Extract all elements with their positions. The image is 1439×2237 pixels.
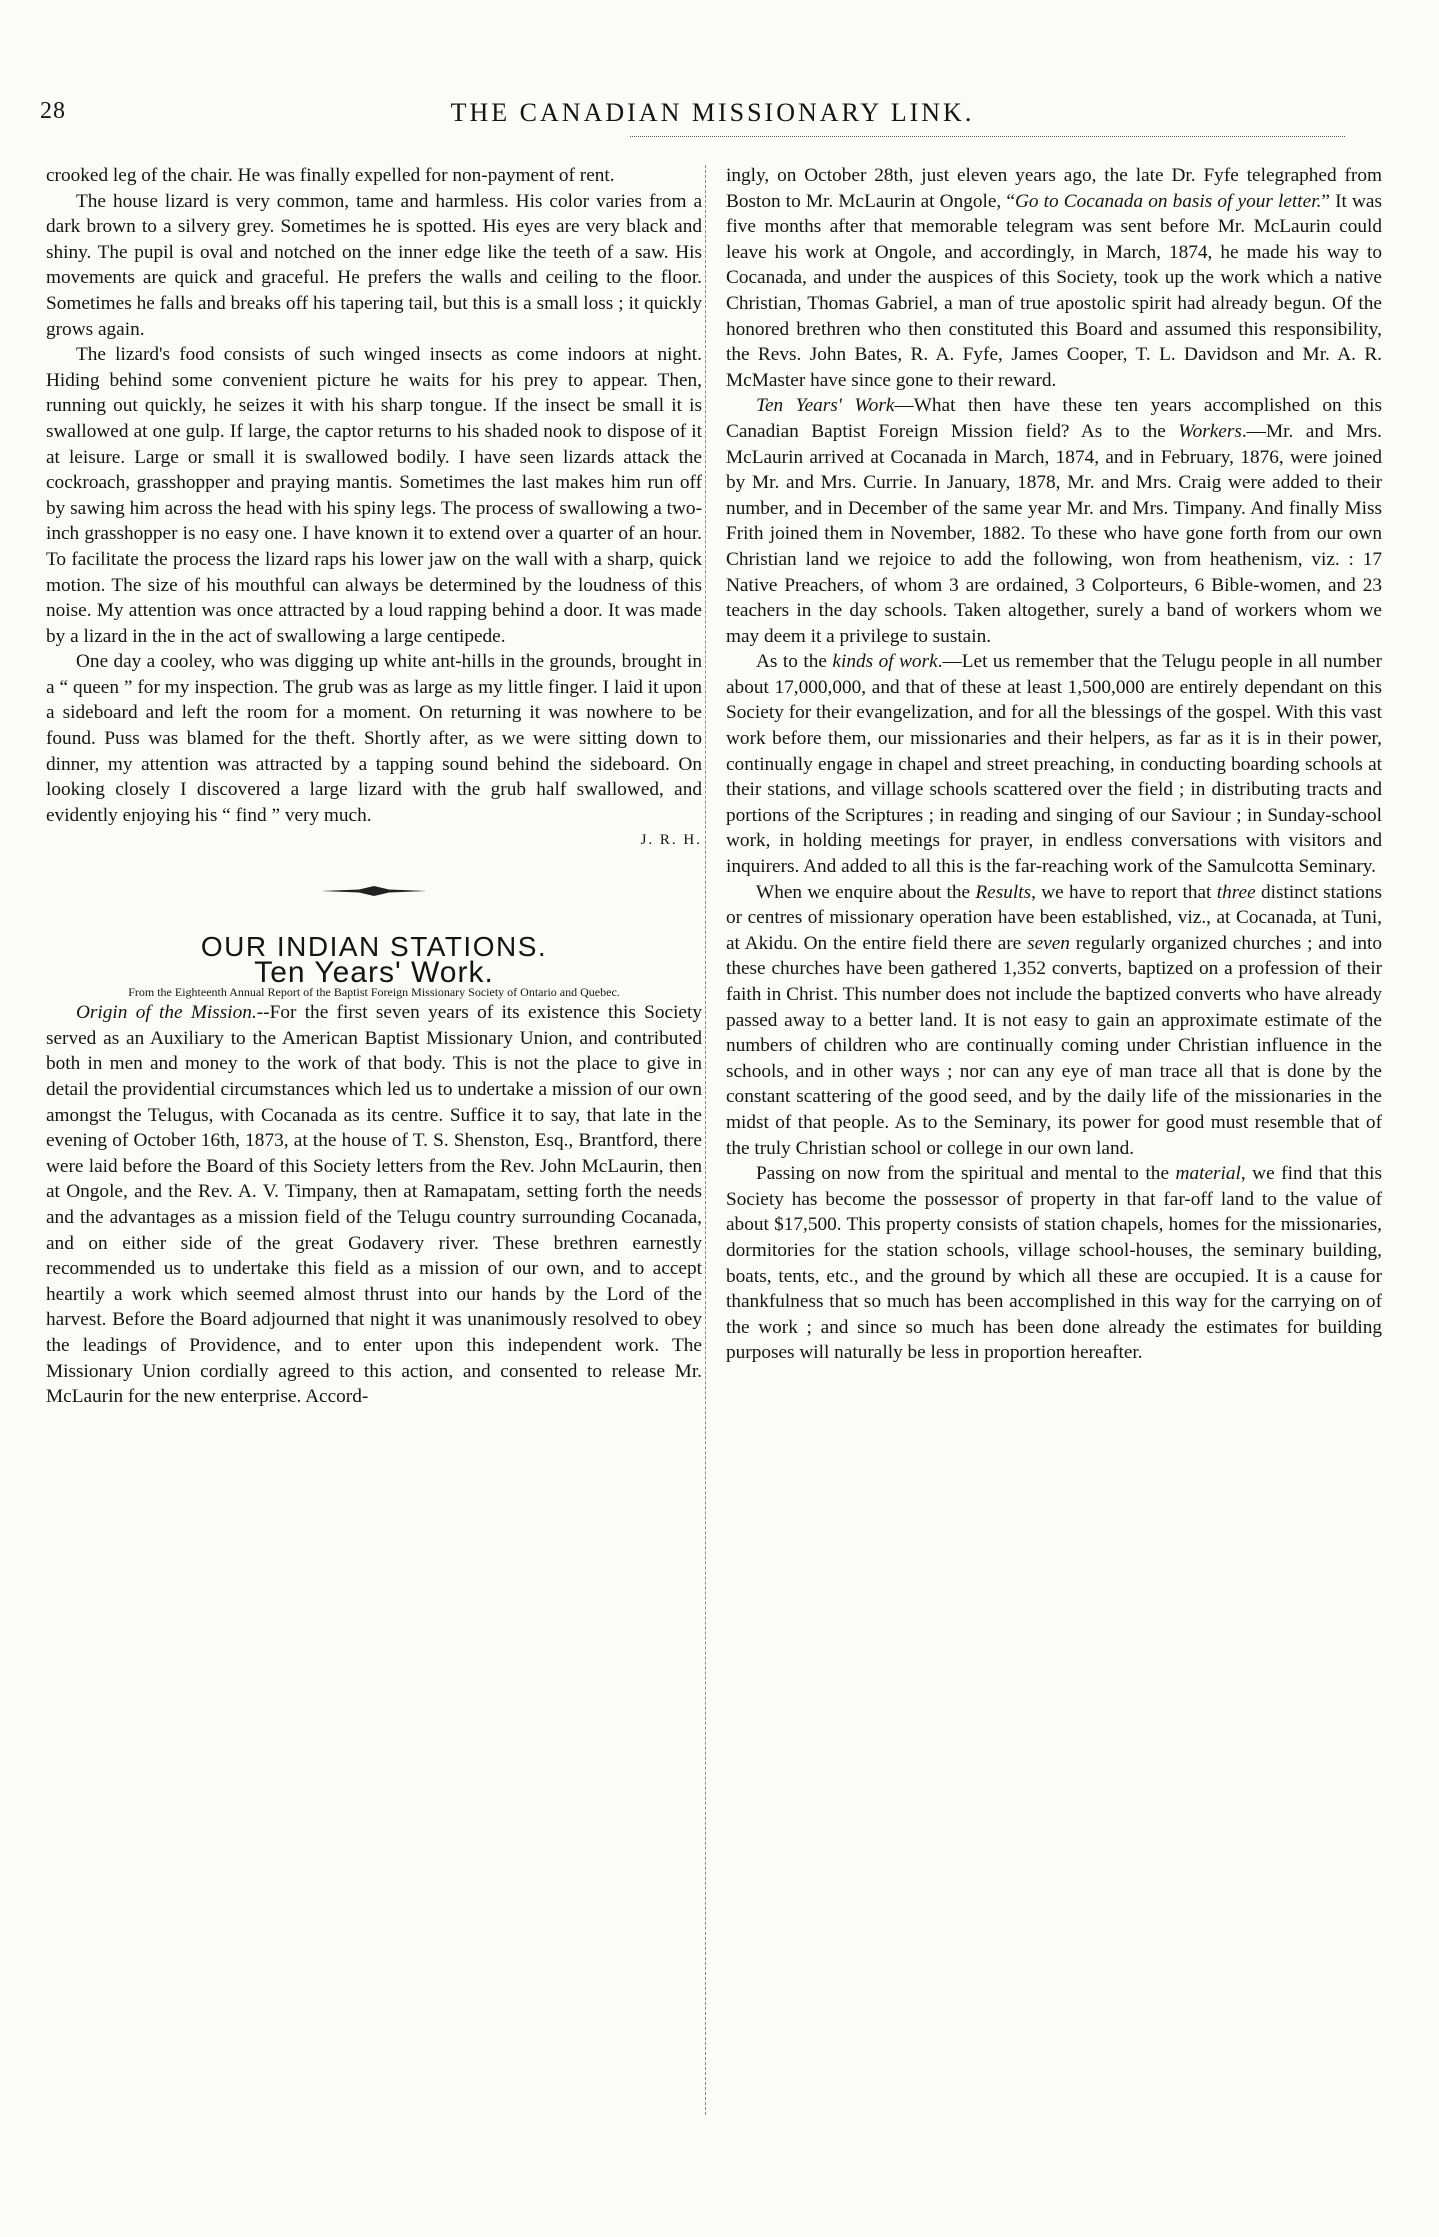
results-paragraph xyxy=(726,880,1382,1162)
right-column xyxy=(726,163,1382,1366)
lizard-paragraph-4: One day a cooley, who was digging up white ant-hills in the grounds, brought in a “ queen ” for my inspection. The grub was as large as my little finger. I laid it upon a sideboard and left the room for a moment. On returning it was nowhere to be found. Puss was blamed for the theft. Shortly after, as we were sitting down to dinner, my attention was attracted by a tapping sound behind the sideboard. On looking closely I discovered a large lizard with the grub half swallowed, and evidently enjoying his “ find ” very much. xyxy=(46,651,702,826)
results-label: Results xyxy=(975,881,1032,903)
column-divider xyxy=(705,165,706,2115)
workers-label: Workers xyxy=(1178,420,1242,442)
page-header xyxy=(40,98,1385,142)
section-heading: OUR INDIAN STATIONS. xyxy=(200,931,548,963)
kinds-of-work-paragraph xyxy=(726,649,1382,879)
lizard-paragraph-3: The lizard's food consists of such winged insects as come indoors at night. Hiding behind some convenient picture he waits for his prey to appear. Then, running out quickly, he seizes it with his sharp tongue. If the insect be small it is swallowed at one gulp. If large, the captor returns to his shaded nook to dispose of it at leisure. Large or small it is swallowed bodily. I have seen lizards attack the cockroach, grasshopper and praying mantis. Sometimes the last makes him run off by sawing him across the head with his spiny legs. The process of swallowing a two-inch grasshopper is no easy one. I have known it to extend over a quarter of an hour. To facilitate the process the lizard raps his lower jaw on the wall with a sharp, quick motion. The size of his mouthful can always be determined by the loudness of this noise. My attention was once attracted by a loud rapping behind a door. It was made by a lizard in the in the act of swallowing a large centipede. xyxy=(46,344,702,647)
telegram-quote: Go to Cocanada on basis of your letter. xyxy=(1014,190,1322,212)
results-text-b: , we have to report that xyxy=(1031,881,1217,903)
article-subheading: Ten Years' Work. xyxy=(254,955,494,989)
material-text-b: , we find that this Society has become the possessor of property in that far-off land to the value of about $17,500. This property consists of station chapels, homes for the missionaries, dormitories for the station schools, village school-houses, the seminary building, boats, tents, etc., and the ground by which all these are occupied. It is a cause for thankfulness that so much has been accomplished in this way for the carrying on of the work ; and since so much has been done already the estimates for building purposes will naturally be less in proportion hereafter. xyxy=(726,1163,1382,1364)
three-emphasis: three xyxy=(1216,881,1256,903)
origin-label: Origin of the Mission. xyxy=(76,1002,257,1024)
results-text-d: regularly organized churches ; and into these churches have been gathered 1,352 converts, baptized on a profession of their faith in Christ. This number does not include the baptized converts who have already passed away to a better land. It is not easy to gain an approximate estimate of the numbers of children who are continually coming under Christian influence in the schools, and in other ways ; nor can any eye of man trace all that is done by the constant scattering of the good seed, and by the daily life of the missionaries in the midst of that people. As to the Seminary, its power for good must resemble that of the truly Christian school or college in our own land. xyxy=(726,932,1382,1159)
workers-text-a: —What then have these ten years accomplished on this Canadian Baptist Foreign Mission field? As to the xyxy=(726,395,1382,442)
article-source-note: From the Eighteenth Annual Report of the Baptist Foreign Missionary Society of Ontario and Quebec. xyxy=(128,985,620,1000)
material-label: material xyxy=(1175,1163,1241,1185)
telegram-text-a: ingly, on October 28th, just eleven years ago, the late Dr. Fyfe telegraphed from Boston to Mr. McLaurin at Ongole, “ xyxy=(726,165,1382,212)
telegram-text-b: ” It was five months after that memorable telegram was sent before Mr. McLaurin could leave his work at Ongole, and accordingly, in March, 1874, he made his way to Cocanada, and under the auspices of this Society, took up the work which a native Christian, Thomas Gabriel, a man of true apostolic spirit had already begun. Of the honored brethren who then constituted this Board and assumed this responsibility, the Revs. John Bates, R. A. Fyfe, James Cooper, T. L. Davidson and Mr. A. R. McMaster have since gone to their reward. xyxy=(726,190,1382,391)
ten-years-label: Ten Years' Work xyxy=(756,395,895,417)
page-number: 28 xyxy=(40,98,66,124)
results-text-c: distinct stations or centres of missionary operation have been established, viz., at Cocanada, at Tuni, at Akidu. On the entire field there are xyxy=(726,881,1382,954)
workers-text-b: .—Mr. and Mrs. McLaurin arrived at Cocanada in March, 1874, and in February, 1876, were joined by Mr. and Mrs. Currie. In January, 1878, Mr. and Mrs. Craig were added to their number, and in December of the same year Mr. and Mrs. Timpany. And finally Miss Frith joined them in November, 1882. To these who have gone forth from our own Christian land we rejoice to add the following, won from heathenism, viz. : 17 Native Preachers, of whom 3 are ordained, 3 Colporteurs, 6 Bible-women, and 23 teachers in the day schools. Taken altogether, surely a band of workers whom we may deem it a privilege to sustain. xyxy=(726,420,1382,647)
ornament-rule-icon xyxy=(319,884,429,898)
lizard-paragraph-2: The house lizard is very common, tame and harmless. His color varies from a dark brown to a silvery grey. Sometimes he is spotted. His eyes are very black and shiny. The pupil is oval and notched on the inner edge like the teeth of a saw. His movements are quick and graceful. He prefers the walls and ceiling to the floor. Sometimes he falls and breaks off his tapering tail, but this is a small loss ; it quickly grows again. xyxy=(46,190,702,340)
left-column xyxy=(46,163,702,1410)
workers-paragraph xyxy=(726,393,1382,649)
material-paragraph xyxy=(726,1161,1382,1366)
running-title: THE CANADIAN MISSIONARY LINK. xyxy=(450,98,975,127)
results-text-a: When we enquire about the xyxy=(756,881,976,903)
header-rule xyxy=(630,136,1345,137)
lizard-paragraph-1: crooked leg of the chair. He was finally expelled for non-payment of rent. xyxy=(46,165,615,186)
origin-text: --For the first seven years of its existence this Society served as an Auxiliary to the American Baptist Missionary Union, and contributed both in men and money to the work of that body. This is not the place to give in detail the providential circumstances which led us to undertake a mission of our own amongst the Telugus, with Cocanada as its centre. Suffice it to say, that late in the evening of October 16th, 1873, at the house of T. S. Shenston, Esq., Brantford, there were laid before the Board of this Society letters from the Rev. John McLaurin, then at Ongole, and the Rev. A. V. Timpany, then at Ramapatam, setting forth the needs and the advantages as a mission field of the Telugu country surrounding Cocanada, and on either side of the great Godavery river. These brethren earnestly recommended us to undertake this field as a mission of our own, and to accept heartily a work which seemed almost thrust into our hands by the Lord of the harvest. Before the Board adjourned that night it was unanimously resolved to obey the leadings of Providence, and to enter upon this independent work. The Missionary Union cordially agreed to this action, and consented to release Mr. McLaurin for the new enterprise. Accord- xyxy=(46,1002,702,1408)
kinds-text-a: As to the xyxy=(756,651,833,673)
seven-emphasis: seven xyxy=(1027,932,1070,954)
kinds-text-b: .—Let us remember that the Telugu people in all number about 17,000,000, and that of these at least 1,500,000 are entirely dependant on this Society for their evangelization, and for all the blessings of the gospel. With this vast work before them, our missionaries and their helpers, as far as it is in their power, continually engage in chapel and street preaching, in conducting boarding schools at their stations, and village schools scattered over the field ; in distributing tracts and portions of the Scriptures ; in reading and singing of our Saviour ; in Sunday-school work, in holding meetings for prayer, in endless conversations with visitors and inquirers. And added to all this is the far-reaching work of the Samulcotta Seminary. xyxy=(726,651,1382,878)
telegram-paragraph xyxy=(726,163,1382,393)
kinds-label: kinds of work xyxy=(832,651,938,673)
author-initials: J. R. H. xyxy=(640,832,702,849)
material-text-a: Passing on now from the spiritual and mental to the xyxy=(756,1163,1176,1185)
origin-paragraph xyxy=(46,1000,702,1410)
